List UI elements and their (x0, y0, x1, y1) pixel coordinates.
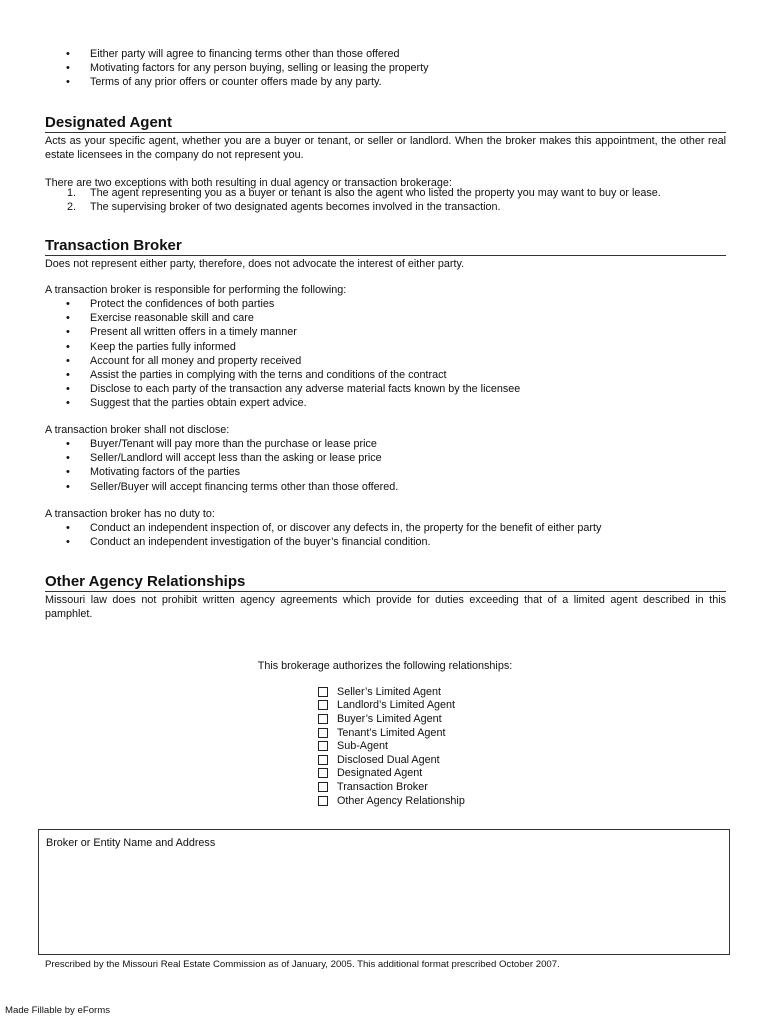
relationship-option[interactable] (318, 739, 465, 753)
no-duty-item: • Conduct an independent investigation of the buyer’s financial condition. (0, 535, 601, 549)
intro-bullet-item: • Motivating factors for any person buying, selling or leasing the property (0, 61, 428, 75)
no-duty-item: • Conduct an independent inspection of, or discover any defects in, the property for the benefit of either party (0, 521, 601, 535)
relationship-option[interactable] (318, 753, 465, 767)
responsible-item: • Present all written offers in a timely manner (0, 325, 520, 339)
intro-bullet-item: • Terms of any prior offers or counter offers made by any party. (0, 75, 428, 89)
option-label: Landlord’s Limited Agent (337, 699, 456, 712)
designated-agent-heading: Designated Agent (45, 114, 726, 133)
responsible-list (0, 297, 520, 411)
option-label: Designated Agent (337, 767, 423, 780)
responsible-item: • Suggest that the parties obtain expert advice. (0, 396, 520, 410)
other-agency-description: Missouri law does not prohibit written agency agreements which provide for duties exceeding that of a limited agent described in this pamphlet. (45, 594, 726, 620)
responsible-item: • Keep the parties fully informed (0, 340, 520, 354)
relationship-checkbox-list (318, 685, 465, 807)
responsible-item: • Disclose to each party of the transaction any adverse material facts known by the licensee (0, 382, 520, 396)
exception-text: The agent representing you as a buyer or tenant is also the agent who listed the property you may want to buy or lease. (90, 187, 661, 199)
not-disclose-item: • Motivating factors of the parties (0, 465, 398, 479)
relationship-option[interactable] (318, 794, 465, 808)
designated-agent-checkbox[interactable] (318, 768, 328, 778)
other-agency-section (45, 573, 726, 621)
option-label: Other Agency Relationship (337, 794, 465, 807)
designated-agent-section (45, 114, 726, 190)
option-label: Tenant’s Limited Agent (337, 726, 446, 739)
relationship-option[interactable] (318, 699, 465, 713)
landlords-limited-agent-checkbox[interactable] (318, 700, 328, 710)
transaction-broker-description: Does not represent either party, therefore, does not advocate the interest of either party. (45, 258, 465, 270)
sub-agent-checkbox[interactable] (318, 741, 328, 751)
option-label: Seller’s Limited Agent (337, 685, 442, 698)
broker-name-address-box[interactable] (38, 829, 730, 955)
sellers-limited-agent-checkbox[interactable] (318, 687, 328, 697)
transaction-broker-checkbox[interactable] (318, 782, 328, 792)
intro-bullet-item: • Either party will agree to financing terms other than those offered (0, 47, 428, 61)
relationship-option[interactable] (318, 767, 465, 781)
not-disclose-item: • Seller/Buyer will accept financing terms other than those offered. (0, 480, 398, 494)
exception-item (0, 186, 661, 200)
exception-text: The supervising broker of two designated agents becomes involved in the transaction. (90, 201, 501, 213)
responsible-item: • Protect the confidences of both parties (0, 297, 520, 311)
relationship-option[interactable] (318, 685, 465, 699)
not-disclose-list (0, 437, 398, 494)
relationship-option[interactable] (318, 780, 465, 794)
responsible-item: • Assist the parties in complying with the terns and conditions of the contract (0, 368, 520, 382)
intro-bullet-list (0, 47, 428, 90)
relationship-option[interactable] (318, 726, 465, 740)
exception-item (0, 200, 661, 214)
not-disclose-item: • Seller/Landlord will accept less than the asking or lease price (0, 451, 398, 465)
responsible-item: • Exercise reasonable skill and care (0, 311, 520, 325)
option-label: Sub-Agent (337, 740, 389, 753)
transaction-broker-heading: Transaction Broker (45, 237, 726, 256)
buyers-limited-agent-checkbox[interactable] (318, 714, 328, 724)
no-duty-list (0, 521, 601, 549)
broker-box-label: Broker or Entity Name and Address (46, 837, 216, 849)
prescribed-footer: Prescribed by the Missouri Real Estate Commission as of January, 2005. This additional format prescribed October 2007. (45, 959, 560, 970)
made-fillable-footer: Made Fillable by eForms (5, 1005, 111, 1016)
relationship-option[interactable] (318, 712, 465, 726)
authorization-intro: This brokerage authorizes the following relationships: (257, 660, 513, 672)
option-label: Disclosed Dual Agent (337, 753, 440, 766)
exception-number: 1. (67, 187, 77, 199)
option-label: Transaction Broker (337, 780, 428, 793)
no-duty-intro: A transaction broker has no duty to: (45, 508, 215, 520)
other-agency-relationship-checkbox[interactable] (318, 796, 328, 806)
exception-number: 2. (67, 201, 77, 213)
designated-agent-exceptions-list (0, 186, 661, 214)
responsible-item: • Account for all money and property received (0, 354, 520, 368)
not-disclose-item: • Buyer/Tenant will pay more than the purchase or lease price (0, 437, 398, 451)
other-agency-heading: Other Agency Relationships (45, 573, 726, 592)
disclosed-dual-agent-checkbox[interactable] (318, 755, 328, 765)
designated-agent-description: Acts as your specific agent, whether you are a buyer or tenant, or seller or landlord. When the broker makes this appointment, the other real estate licensees in the company do not represent you. (45, 135, 726, 161)
tenants-limited-agent-checkbox[interactable] (318, 728, 328, 738)
not-disclose-intro: A transaction broker shall not disclose: (45, 424, 230, 436)
designated-agent-exceptions-intro: There are two exceptions with both resulting in dual agency or transaction brokerage: (45, 177, 452, 189)
transaction-broker-section (45, 237, 726, 271)
option-label: Buyer’s Limited Agent (337, 712, 442, 725)
responsible-intro: A transaction broker is responsible for performing the following: (45, 284, 347, 296)
